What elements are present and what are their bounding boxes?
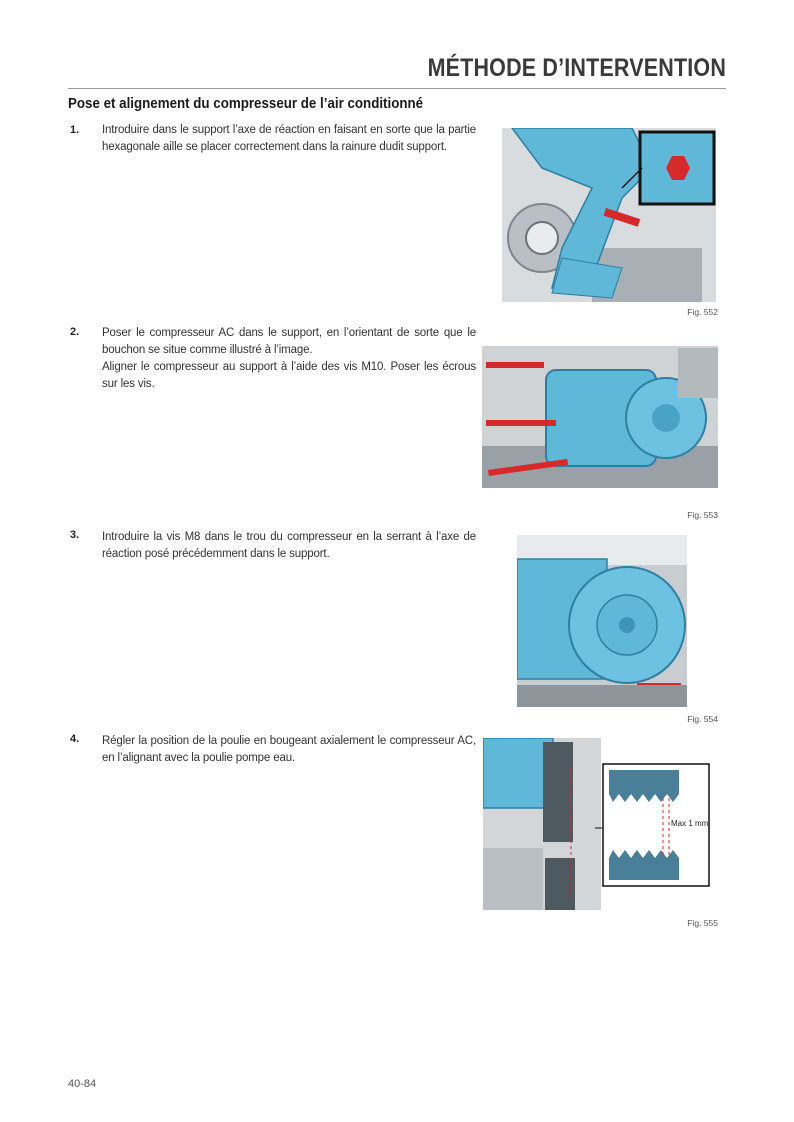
step-4-line-1: Régler la position de la poulie en bougeant axialement le compresseur AC, en l’alignant avec la poulie pompe eau.: [102, 735, 476, 764]
figure-554-caption: Fig. 554: [687, 714, 718, 724]
step-3-line-1: Introduire la vis M8 dans le trou du compresseur en la serrant à l’axe de réaction posé précédemment dans le support.: [102, 531, 476, 560]
header-divider: [68, 88, 726, 89]
step-number-1: 1.: [70, 124, 80, 136]
compressor-installation-illustration: [482, 346, 718, 488]
compressor-screw-illustration: [517, 535, 687, 707]
figure-555-image: [483, 738, 717, 910]
step-number-4: 4.: [70, 733, 80, 745]
figure-552-image: [502, 128, 716, 302]
step-text-3: [102, 529, 476, 563]
step-1-line-1: Introduire dans le support l’axe de réaction en faisant en sorte que la partie hexagonale aille se placer correctement dans la rainure dudit support.: [102, 124, 476, 153]
page-number: 40-84: [68, 1078, 97, 1090]
step-text-1: [102, 122, 476, 156]
alignment-tolerance-label: Max 1 mm: [671, 819, 709, 828]
page-header-title: MÉTHODE D’INTERVENTION: [427, 54, 726, 82]
step-2-line-1: Poser le compresseur AC dans le support, en l’orientant de sorte que le bouchon se situe comme illustré à l’image.: [102, 327, 476, 356]
figure-553-caption: Fig. 553: [687, 510, 718, 520]
engine-bracket-illustration: [502, 128, 716, 302]
step-number-3: 3.: [70, 529, 80, 541]
section-title: Pose et alignement du compresseur de l’air conditionné: [68, 96, 424, 112]
figure-555-caption: Fig. 555: [687, 918, 718, 928]
figure-552-caption: Fig. 552: [687, 307, 718, 317]
figure-553-image: [482, 346, 718, 488]
figure-554-image: [517, 535, 687, 707]
step-text-4: [102, 733, 476, 767]
step-2-line-2: Aligner le compresseur au support à l’aide des vis M10. Poser les écrous sur les vis.: [102, 361, 476, 390]
step-number-2: 2.: [70, 326, 80, 338]
step-text-2: [102, 325, 476, 393]
